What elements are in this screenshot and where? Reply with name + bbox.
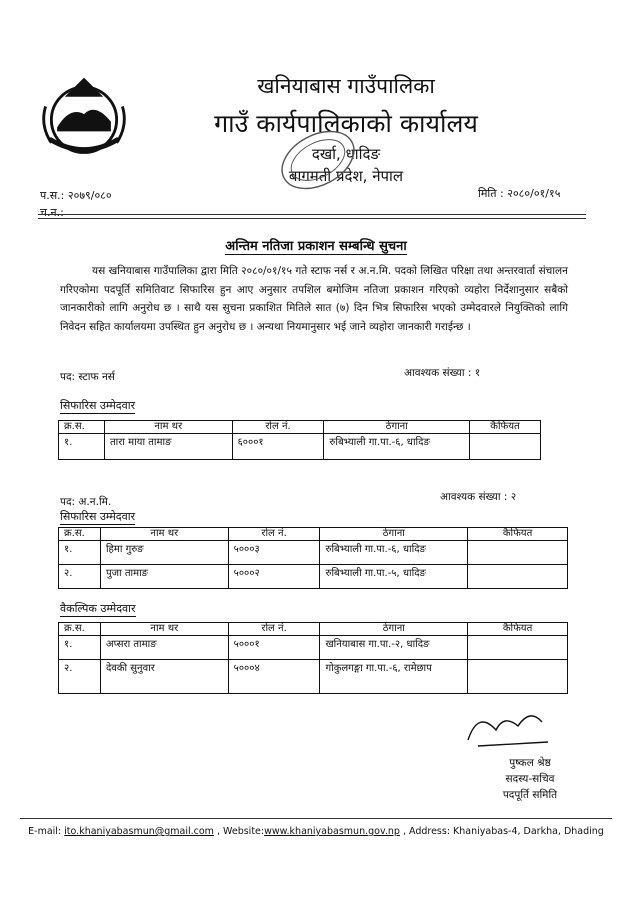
column-header: कैफियत <box>468 623 568 636</box>
table-header-row <box>59 421 541 434</box>
column-header: क्र.स. <box>59 623 101 636</box>
serial-cell: १. <box>59 541 101 565</box>
column-header: नाम थर <box>100 528 228 541</box>
email-label: E-mail: <box>28 826 65 837</box>
address-text: , Address: Khaniyabas-4, Darkha, Dhading <box>399 826 604 837</box>
website-link[interactable]: www.khaniyabasmun.gov.np <box>264 826 400 837</box>
footer-contact <box>0 826 632 837</box>
table-row <box>59 541 568 565</box>
address-cell: खनियाबास गा.पा.-२, धादिङ <box>320 636 468 660</box>
remarks-cell <box>468 636 568 660</box>
office-province: बागमती प्रदेश, नेपाल <box>288 167 404 185</box>
name-cell: देवकी सुनुवार <box>100 660 228 694</box>
website-label: , Website: <box>213 826 265 837</box>
remarks-cell <box>468 565 568 589</box>
name-cell: तारा माया तामाङ <box>104 434 232 460</box>
post-title: पद: स्टाफ नर्स <box>60 371 115 383</box>
roll-cell: ६०००१ <box>232 434 324 460</box>
remarks-cell <box>468 660 568 694</box>
table-row <box>59 660 568 694</box>
candidate-table <box>58 622 568 694</box>
roll-cell: ५०००४ <box>228 660 320 694</box>
office-name: खनियाबास गाउँपालिका <box>257 74 435 98</box>
section-title: वैकल्पिक उम्मेदवार <box>60 602 136 615</box>
office-district: दर्खा, धादिङ <box>311 145 381 163</box>
section-title: सिफारिस उम्मेदवार <box>60 510 136 523</box>
office-stamp <box>270 128 366 192</box>
column-header: नाम थर <box>100 623 228 636</box>
column-header: नाम थर <box>104 421 232 434</box>
section-title: सिफारिस उम्मेदवार <box>60 399 136 412</box>
serial-cell: २. <box>59 565 101 589</box>
column-header: रोल नं. <box>232 421 324 434</box>
column-header: कैफियत <box>470 421 541 434</box>
signatory-committee: पदपूर्ति समिति <box>502 789 558 801</box>
column-header: रोल नं. <box>228 623 320 636</box>
email-link[interactable]: ito.khaniyabasmun@gmail.com <box>64 826 214 837</box>
table-header-row <box>59 623 568 636</box>
name-cell: अप्सरा तामाङ <box>100 636 228 660</box>
address-cell: रुबिभ्याली गा.पा.-५, धादिङ <box>320 565 468 589</box>
roll-cell: ५०००१ <box>228 636 320 660</box>
column-header: ठेगाना <box>320 623 468 636</box>
remarks-cell <box>470 434 541 460</box>
serial-cell: १. <box>59 636 101 660</box>
notice-body: यस खनियाबास गाउँपालिका द्वारा मिति २०८०/०१/१५ गते स्टाफ नर्स र अ.न.मि. पदको लिखित परिक्षा तथा अन्तरवार्ता संचालन गरिएकोमा पदपूर्ति समितिवाट सिफारिस हुन आए अनुसार तपशिल बमोजिम नतिजा प्रकाशन गरिएको व्यहोरा निर्देशानुसार सबैको जानकारीको लागि अनुरोध छ । साथै यस सुचना प्रकाशित मितिले सात (७) दिन भित्र सिफारिस भएको उम्मेदवारले नियुक्तिको लागि निवेदन सहित कार्यालयमा उपस्थित हुन अनुरोध छ । अन्यथा नियमानुसार भई जाने व्यहोरा जानकारी गराईन्छ । <box>60 265 568 333</box>
dispatch-number: च.न.: <box>40 206 64 219</box>
address-cell: रुबिभ्याली गा.पा.-६, धादिङ <box>320 541 468 565</box>
required-count: आवश्यक संख्या : १ <box>404 367 481 379</box>
address-cell: रुबिभ्याली गा.पा.-६, धादिङ <box>324 434 470 460</box>
table-row <box>59 565 568 589</box>
reference-number: प.स.: २०७९/०८० <box>40 189 112 202</box>
candidate-table <box>58 420 541 460</box>
serial-cell: १. <box>59 434 105 460</box>
serial-cell: २. <box>59 660 101 694</box>
signatory-name: पुष्कल श्रेष्ठ <box>509 757 551 769</box>
post-title: पद: अ.न.मि. <box>60 496 112 508</box>
column-header: रोल नं. <box>228 528 320 541</box>
roll-cell: ५०००३ <box>228 541 320 565</box>
column-header: ठेगाना <box>320 528 468 541</box>
footer-divider <box>20 818 612 819</box>
name-cell: पुजा तामाङ <box>100 565 228 589</box>
table-header-row <box>59 528 568 541</box>
office-type: गाउँ कार्यपालिकाको कार्यालय <box>214 109 478 138</box>
address-cell: गोकुलगङ्गा गा.पा.-६, रामेछाप <box>320 660 468 694</box>
remarks-cell <box>468 541 568 565</box>
name-cell: हिमा गुरुङ <box>100 541 228 565</box>
notice-date: मिति : २०८०/०१/१५ <box>478 187 561 200</box>
table-row <box>59 434 541 460</box>
roll-cell: ५०००२ <box>228 565 320 589</box>
column-header: क्र.स. <box>59 528 101 541</box>
required-count: आवश्यक संख्या : २ <box>440 491 517 503</box>
notice-subject: अन्तिम नतिजा प्रकाशन सम्बन्धि सुचना <box>225 239 407 254</box>
table-row <box>59 636 568 660</box>
signatory-title: सदस्य-सचिव <box>505 773 555 785</box>
column-header: ठेगाना <box>324 421 470 434</box>
column-header: कैफियत <box>468 528 568 541</box>
signature <box>448 700 558 760</box>
header-divider <box>38 214 586 215</box>
header-divider-thin <box>38 218 586 219</box>
column-header: क्र.स. <box>59 421 105 434</box>
candidate-table <box>58 527 568 589</box>
